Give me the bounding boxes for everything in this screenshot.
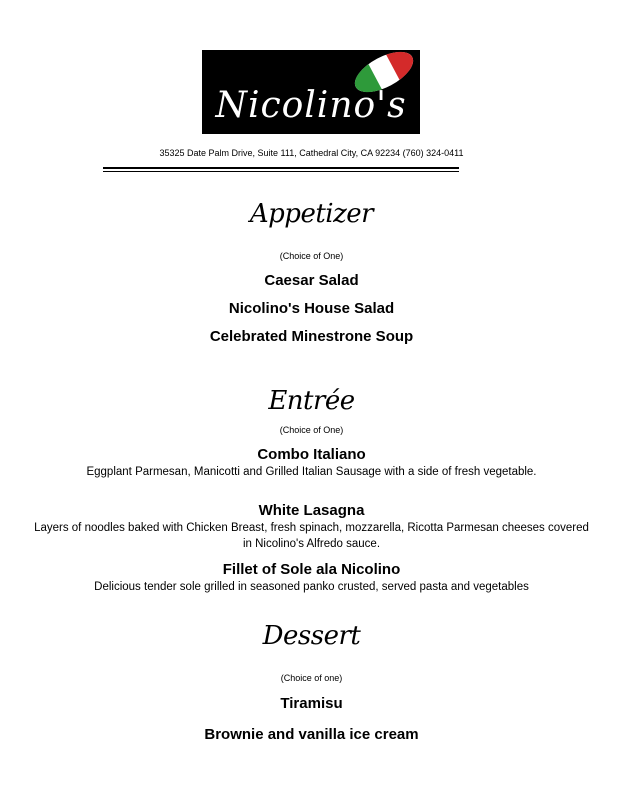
entree-item-description: Delicious tender sole grilled in seasoned panko crusted, served pasta and vegetables — [94, 581, 529, 593]
entree-choice-note: (Choice of One) — [279, 425, 344, 435]
header-rule-thick — [103, 167, 459, 169]
appetizer-title: Appetizer — [249, 199, 374, 229]
restaurant-address: 35325 Date Palm Drive, Suite 111, Cathedral City, CA 92234 (760) 324-0411 — [159, 148, 464, 158]
logo-text: Nicolino's — [215, 85, 407, 126]
header-rule-thin — [103, 171, 459, 172]
restaurant-logo — [202, 50, 420, 134]
entree-item-name: Combo Italiano — [257, 446, 366, 463]
entree-item-name: White Lasagna — [258, 502, 365, 519]
entree-item-description: Eggplant Parmesan, Manicotti and Grilled Italian Sausage with a side of fresh vegetable. — [86, 466, 537, 478]
entree-item-description: Layers of noodles baked with Chicken Breast, fresh spinach, mozzarella, Ricotta Parmesan cheeses covered in Nicolino's Alfredo sauce. — [34, 522, 589, 550]
dessert-title: Dessert — [262, 621, 361, 651]
appetizer-item: Caesar Salad — [264, 272, 359, 289]
appetizer-choice-note: (Choice of One) — [279, 251, 344, 261]
appetizer-item: Nicolino's House Salad — [228, 300, 395, 317]
dessert-item: Tiramisu — [280, 695, 343, 712]
dessert-choice-note: (Choice of one) — [280, 673, 343, 683]
entree-item-name: Fillet of Sole ala Nicolino — [222, 561, 401, 578]
entree-title: Entrée — [268, 386, 355, 416]
appetizer-item: Celebrated Minestrone Soup — [209, 328, 414, 345]
dessert-item: Brownie and vanilla ice cream — [204, 726, 419, 743]
